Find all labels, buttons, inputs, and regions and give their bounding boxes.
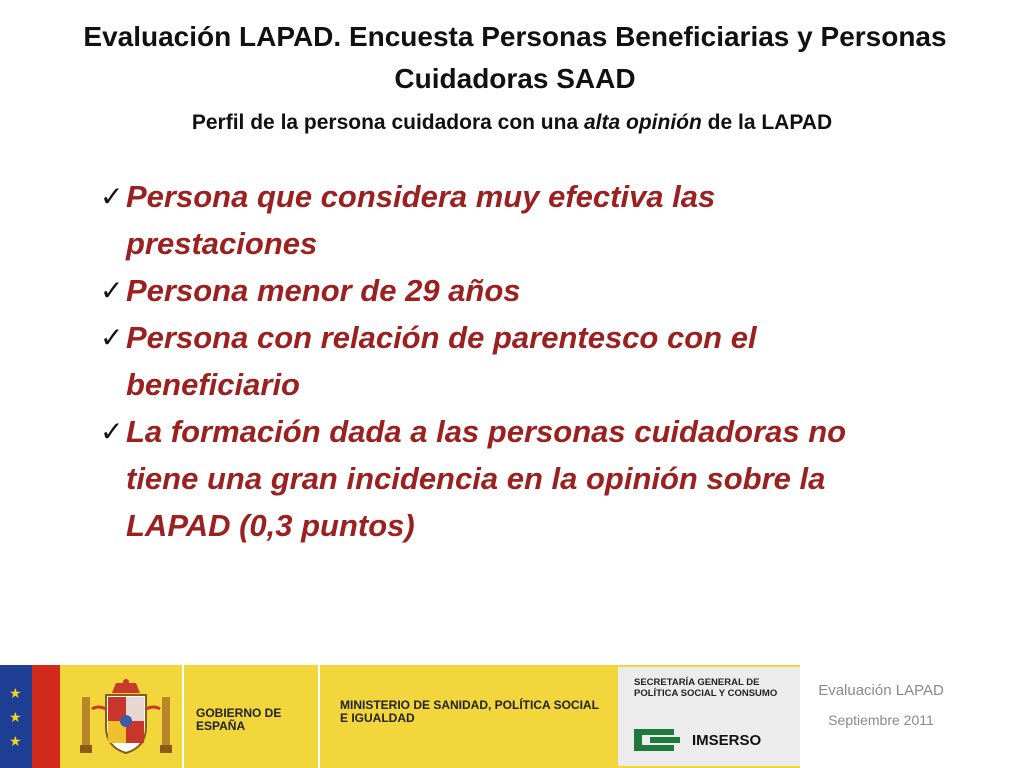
- bullet-item: [100, 314, 900, 408]
- secretaria-imserso-box: [618, 667, 800, 766]
- coat-of-arms-icon: [78, 679, 174, 757]
- bullet-item: [100, 408, 900, 549]
- subtitle-emphasis: alta opinión: [583, 111, 702, 134]
- imserso-mark-icon: [632, 725, 684, 755]
- slide-subtitle: [0, 111, 1024, 135]
- checkmark-icon: ✓: [100, 181, 124, 212]
- flag-stripe: [32, 665, 60, 768]
- bullet-text: Persona que considera muy efectiva las prestaciones: [126, 179, 716, 261]
- star-icon: ★: [9, 733, 22, 749]
- bullet-text: Persona menor de 29 años: [126, 273, 521, 308]
- subtitle-start: Perfil de la persona cuidadora con una: [191, 111, 584, 134]
- divider: [182, 665, 184, 768]
- ministerio-label: MINISTERIO DE SANIDAD, POLÍTICA SOCIAL E IGUALDAD: [340, 698, 599, 725]
- footer-date: Septiembre 2011: [828, 712, 934, 728]
- checkmark-icon: ✓: [100, 322, 124, 353]
- secretaria-label: SECRETARÍA GENERAL DE POLÍTICA SOCIAL Y CONSUMO: [634, 677, 778, 699]
- star-icon: ★: [9, 685, 22, 701]
- bullet-text: Persona con relación de parentesco con el beneficiario: [126, 320, 757, 402]
- checkmark-icon: ✓: [100, 275, 124, 306]
- footer-brand: Evaluación LAPAD: [818, 682, 944, 699]
- subtitle-end: de la LAPAD: [701, 111, 833, 134]
- divider: [318, 665, 320, 768]
- bullet-item: [100, 267, 900, 314]
- imserso-label: IMSERSO: [692, 732, 762, 749]
- profile-bullet-list: [100, 173, 900, 549]
- bullet-item: [100, 173, 900, 267]
- imserso-logo: [632, 725, 792, 757]
- slide-title: Evaluación LAPAD. Encuesta Personas Beneficiarias y Personas Cuidadoras SAAD: [83, 21, 947, 94]
- footer-logo-band: [0, 665, 800, 768]
- checkmark-icon: ✓: [100, 416, 124, 447]
- star-icon: ★: [9, 709, 22, 725]
- bullet-text: La formación dada a las personas cuidadoras no tiene una gran incidencia en la opinión sobre la LAPAD (0,3 puntos): [126, 414, 847, 543]
- gobierno-de-espana-label: GOBIERNO DE ESPAÑA: [196, 706, 282, 733]
- eu-flag-band: [0, 665, 32, 768]
